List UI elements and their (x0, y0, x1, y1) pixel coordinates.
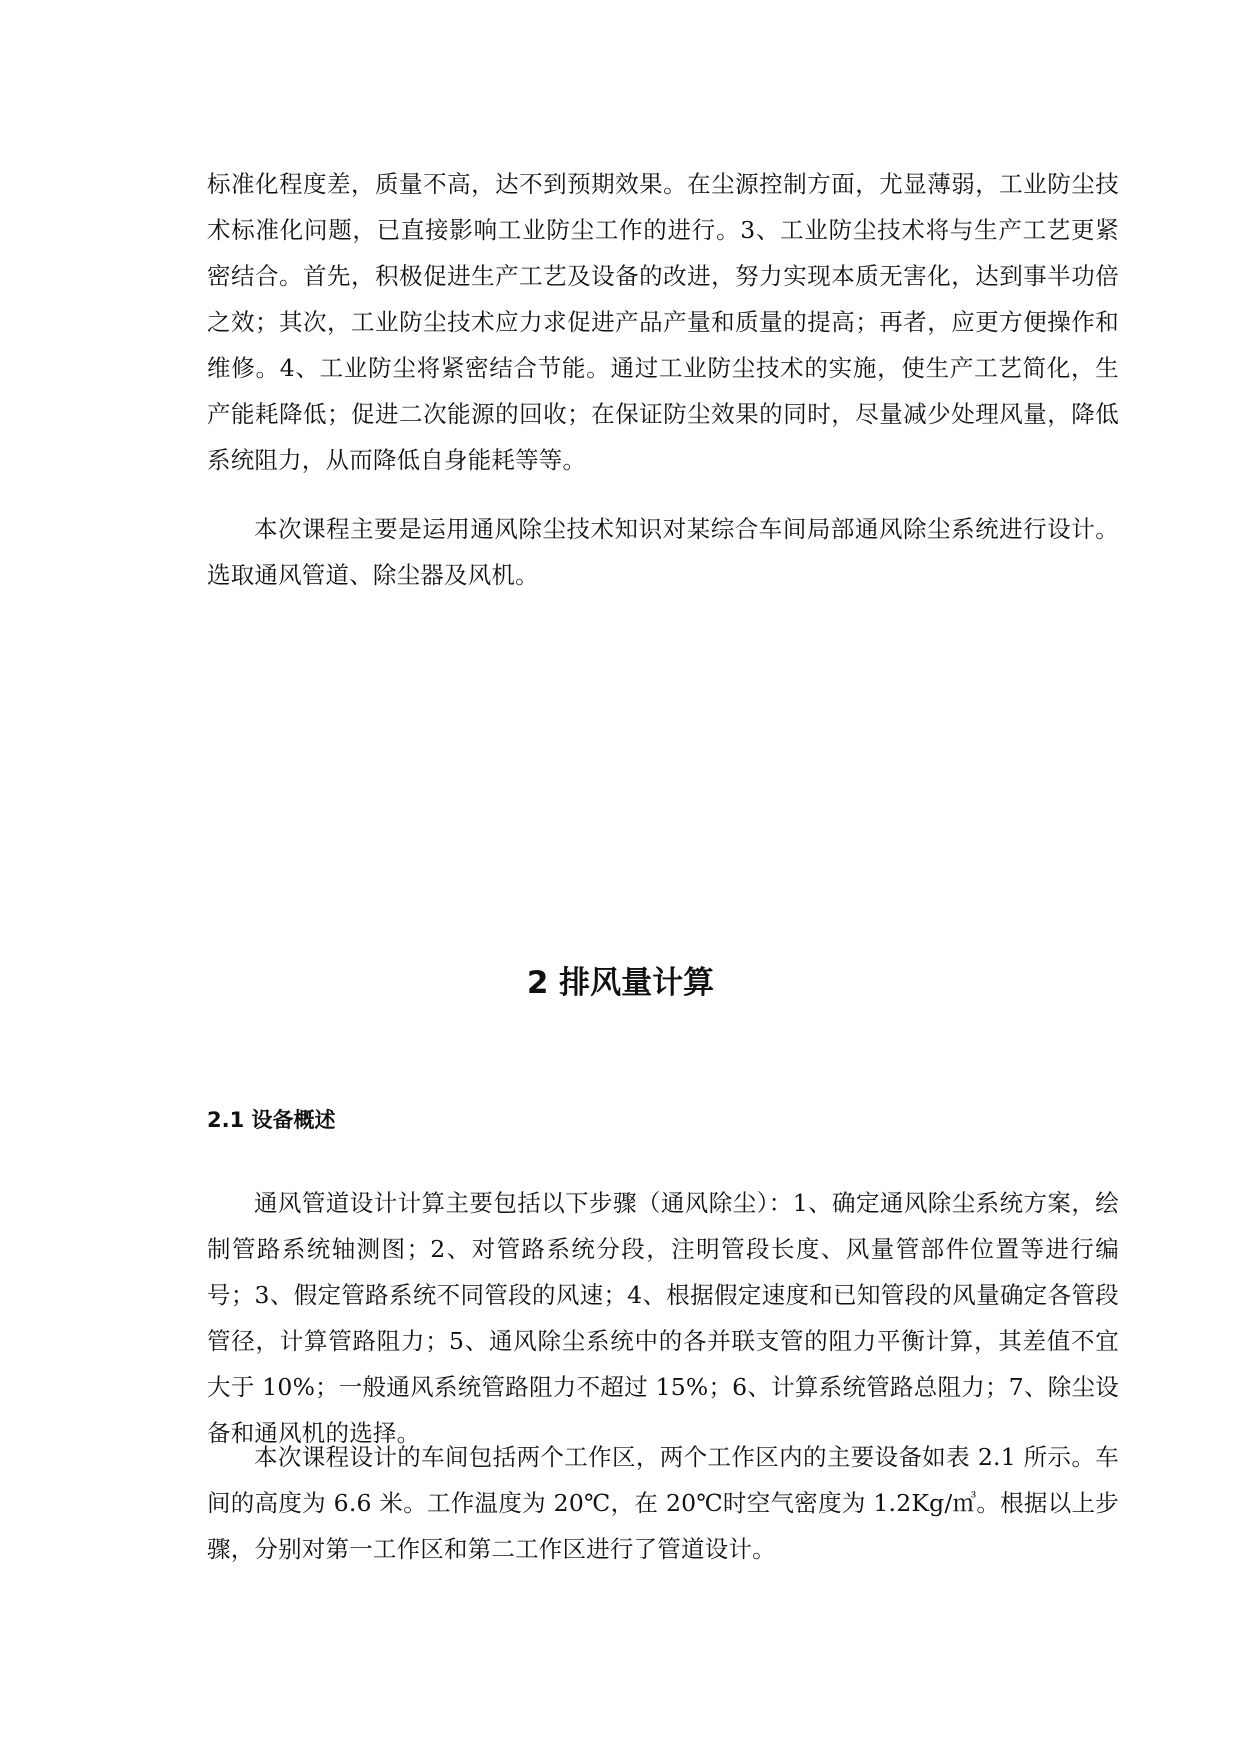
subsection-title-equipment-overview: 2.1 设备概述 (207, 1108, 336, 1132)
section-title-exhaust-air-calculation: 2 排风量计算 (526, 965, 715, 1001)
paragraph-workshop-description: 本次课程设计的车间包括两个工作区，两个工作区内的主要设备如表 2.1 所示。车间的高度为 6.6 米。工作温度为 20℃，在 20℃时空气密度为 1.2Kg/㎥。根据以上步骤，分别对第一工作区和第二工作区进行了管道设计。 (207, 1443, 1119, 1563)
intro-paragraph-course-purpose: 本次课程主要是运用通风除尘技术知识对某综合车间局部通风除尘系统进行设计。选取通风管道、除尘器及风机。 (207, 515, 1119, 589)
intro-paragraph-continued: 标准化程度差，质量不高，达不到预期效果。在尘源控制方面，尤显薄弱，工业防尘技术标准化问题，已直接影响工业防尘工作的进行。3、工业防尘技术将与生产工艺更紧密结合。首先，积极促进生产工艺及设备的改进，努力实现本质无害化，达到事半功倍之效；其次，工业防尘技术应力求促进产品产量和质量的提高；再者，应更方便操作和维修。4、工业防尘将紧密结合节能。通过工业防尘技术的实施，使生产工艺简化，生产能耗降低；促进二次能源的回收；在保证防尘效果的同时，尽量减少处理风量，降低系统阻力，从而降低自身能耗等等。 (207, 170, 1119, 474)
paragraph-duct-design-steps: 通风管道设计计算主要包括以下步骤（通风除尘）：1、确定通风除尘系统方案，绘制管路系统轴测图；2、对管路系统分段，注明管段长度、风量管部件位置等进行编号；3、假定管路系统不同管段的风速；4、根据假定速度和已知管段的风量确定各管段管径，计算管路阻力；5、通风除尘系统中的各并联支管的阻力平衡计算，其差值不宜大于 10%；一般通风系统管路阻力不超过 15%；6、计算系统管路总阻力；7、除尘设备和通风机的选择。 (207, 1189, 1119, 1447)
